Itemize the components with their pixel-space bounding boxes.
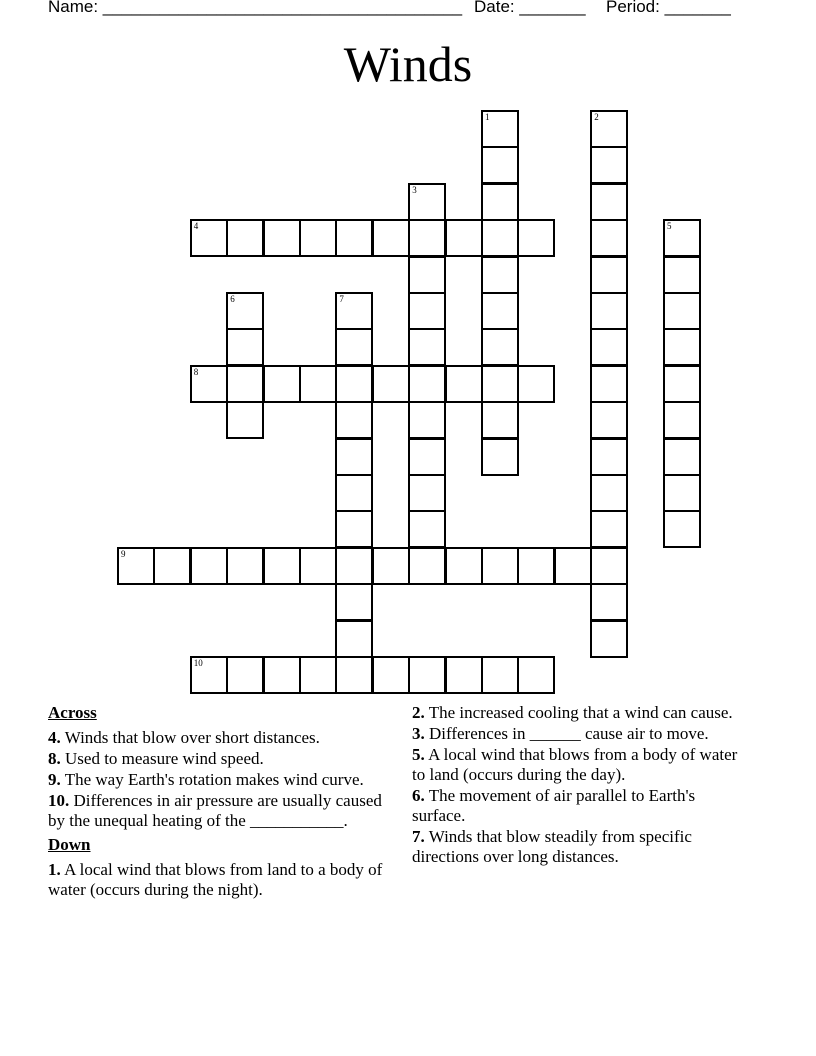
- crossword-cell[interactable]: [481, 328, 519, 366]
- clue-number: 10: [193, 658, 203, 668]
- crossword-cell[interactable]: [590, 183, 628, 221]
- crossword-cell[interactable]: [408, 474, 446, 512]
- crossword-cell[interactable]: [299, 547, 337, 585]
- crossword-cell[interactable]: [408, 656, 446, 694]
- crossword-cell[interactable]: [517, 656, 555, 694]
- crossword-cell[interactable]: [663, 292, 701, 330]
- crossword-cell[interactable]: [481, 292, 519, 330]
- crossword-cell[interactable]: [481, 365, 519, 403]
- crossword-cell[interactable]: [590, 438, 628, 476]
- crossword-cell[interactable]: [335, 583, 373, 621]
- crossword-cell[interactable]: [408, 256, 446, 294]
- crossword-cell[interactable]: [372, 656, 410, 694]
- crossword-cell[interactable]: [335, 328, 373, 366]
- crossword-cell[interactable]: [590, 620, 628, 658]
- crossword-cell[interactable]: [117, 547, 155, 585]
- crossword-cell[interactable]: [335, 365, 373, 403]
- crossword-cell[interactable]: [299, 656, 337, 694]
- clues-column-left: [48, 703, 393, 901]
- clue-across-4: 4. Winds that blow over short distances.: [48, 728, 320, 747]
- crossword-cell[interactable]: [517, 365, 555, 403]
- crossword-cell[interactable]: [590, 401, 628, 439]
- crossword-cell[interactable]: [590, 256, 628, 294]
- crossword-cell[interactable]: [663, 438, 701, 476]
- crossword-cell[interactable]: [590, 110, 628, 148]
- crossword-cell[interactable]: [408, 438, 446, 476]
- clue-number: 4: [193, 221, 199, 232]
- crossword-cell[interactable]: [481, 183, 519, 221]
- period-field[interactable]: Period: _______: [606, 0, 731, 16]
- crossword-cell[interactable]: [663, 219, 701, 257]
- crossword-cell[interactable]: [190, 547, 228, 585]
- clue-down-6: 6. The movement of air parallel to Earth's surface.: [412, 786, 696, 825]
- crossword-cell[interactable]: [335, 292, 373, 330]
- crossword-cell[interactable]: [335, 620, 373, 658]
- clue-number: 2: [594, 112, 599, 122]
- crossword-cell[interactable]: [481, 146, 519, 184]
- crossword-cell[interactable]: [335, 547, 373, 585]
- crossword-cell[interactable]: [481, 656, 519, 694]
- crossword-cell[interactable]: [190, 656, 228, 694]
- crossword-cell[interactable]: [299, 219, 337, 257]
- crossword-cell[interactable]: [590, 219, 628, 257]
- crossword-cell[interactable]: [226, 656, 264, 694]
- crossword-cell[interactable]: [153, 547, 191, 585]
- worksheet-header: [48, 0, 768, 19]
- crossword-cell[interactable]: [299, 365, 337, 403]
- crossword-cell[interactable]: [481, 256, 519, 294]
- crossword-cell[interactable]: [590, 510, 628, 548]
- crossword-cell[interactable]: [445, 219, 483, 257]
- crossword-cell[interactable]: [226, 401, 264, 439]
- clue-across-9: 9. The way Earth's rotation makes wind curve.: [48, 770, 364, 789]
- crossword-cell[interactable]: [372, 219, 410, 257]
- crossword-cell[interactable]: [663, 256, 701, 294]
- crossword-cell[interactable]: [408, 510, 446, 548]
- crossword-cell[interactable]: [481, 401, 519, 439]
- crossword-cell[interactable]: [335, 438, 373, 476]
- crossword-cell[interactable]: [481, 219, 519, 257]
- crossword-cell[interactable]: [372, 365, 410, 403]
- clue-across-10: 10. Differences in air pressure are usually caused by the unequal heating of the ___________.: [48, 791, 382, 830]
- crossword-cell[interactable]: [590, 146, 628, 184]
- crossword-cell[interactable]: [335, 510, 373, 548]
- clue-number: 9: [121, 548, 126, 559]
- crossword-cell[interactable]: [590, 583, 628, 621]
- crossword-cell[interactable]: [263, 547, 301, 585]
- clue-down-5: 5. A local wind that blows from a body of water to land (occurs during the day).: [412, 745, 738, 784]
- crossword-cell[interactable]: [481, 438, 519, 476]
- crossword-cell[interactable]: [408, 183, 446, 221]
- crossword-cell[interactable]: [517, 547, 555, 585]
- crossword-cell[interactable]: [408, 365, 446, 403]
- crossword-cell[interactable]: [263, 365, 301, 403]
- crossword-cell[interactable]: [663, 510, 701, 548]
- crossword-cell[interactable]: [663, 328, 701, 366]
- crossword-cell[interactable]: [226, 547, 264, 585]
- clue-number: 3: [412, 184, 417, 195]
- crossword-cell[interactable]: [663, 401, 701, 439]
- crossword-cell[interactable]: [263, 219, 301, 257]
- crossword-cell[interactable]: [226, 219, 264, 257]
- crossword-cell[interactable]: [481, 110, 519, 148]
- crossword-cell[interactable]: [408, 328, 446, 366]
- clue-down-3: 3. Differences in ______ cause air to move.: [412, 724, 709, 743]
- crossword-cell[interactable]: [190, 219, 228, 257]
- crossword-cell[interactable]: [408, 401, 446, 439]
- crossword-cell[interactable]: [408, 292, 446, 330]
- crossword-cell[interactable]: [408, 547, 446, 585]
- date-field[interactable]: Date: _______: [474, 0, 586, 16]
- crossword-cell[interactable]: [590, 292, 628, 330]
- clue-down-1: 1. A local wind that blows from land to a body of water (occurs during the night).: [48, 860, 383, 899]
- down-heading: Down: [48, 835, 91, 854]
- name-field[interactable]: Name: ______________________________________: [48, 0, 463, 16]
- crossword-cell[interactable]: [663, 474, 701, 512]
- crossword-cell[interactable]: [445, 365, 483, 403]
- crossword-cell[interactable]: [226, 328, 264, 366]
- clue-number: 5: [667, 221, 672, 232]
- clue-number: 7: [339, 294, 344, 304]
- across-heading: Across: [48, 703, 97, 722]
- clue-number: 8: [193, 366, 199, 377]
- crossword-cell[interactable]: [517, 219, 555, 257]
- crossword-cell[interactable]: [590, 474, 628, 512]
- crossword-cell[interactable]: [590, 328, 628, 366]
- crossword-cell[interactable]: [663, 365, 701, 403]
- crossword-cell[interactable]: [263, 656, 301, 694]
- crossword-cell[interactable]: [408, 219, 446, 257]
- crossword-cell[interactable]: [335, 656, 373, 694]
- crossword-cell[interactable]: [445, 656, 483, 694]
- crossword-cell[interactable]: [481, 547, 519, 585]
- crossword-cell[interactable]: [590, 547, 628, 585]
- clue-number: 1: [485, 112, 490, 122]
- crossword-cell[interactable]: [372, 547, 410, 585]
- crossword-cell[interactable]: [190, 365, 228, 403]
- clue-number: 6: [230, 294, 235, 304]
- crossword-cell[interactable]: [554, 547, 592, 585]
- crossword-cell[interactable]: [445, 547, 483, 585]
- crossword-cell[interactable]: [590, 365, 628, 403]
- crossword-cell[interactable]: [226, 365, 264, 403]
- crossword-cell[interactable]: [226, 292, 264, 330]
- page-title: Winds: [343, 36, 473, 92]
- clue-across-8: 8. Used to measure wind speed.: [48, 749, 264, 768]
- clues-column-right: [412, 703, 752, 868]
- clue-down-7: 7. Winds that blow steadily from specific directions over long distances.: [412, 827, 692, 866]
- crossword-cell[interactable]: [335, 474, 373, 512]
- clue-down-2: 2. The increased cooling that a wind can cause.: [412, 703, 733, 722]
- crossword-cell[interactable]: [335, 219, 373, 257]
- crossword-cell[interactable]: [335, 401, 373, 439]
